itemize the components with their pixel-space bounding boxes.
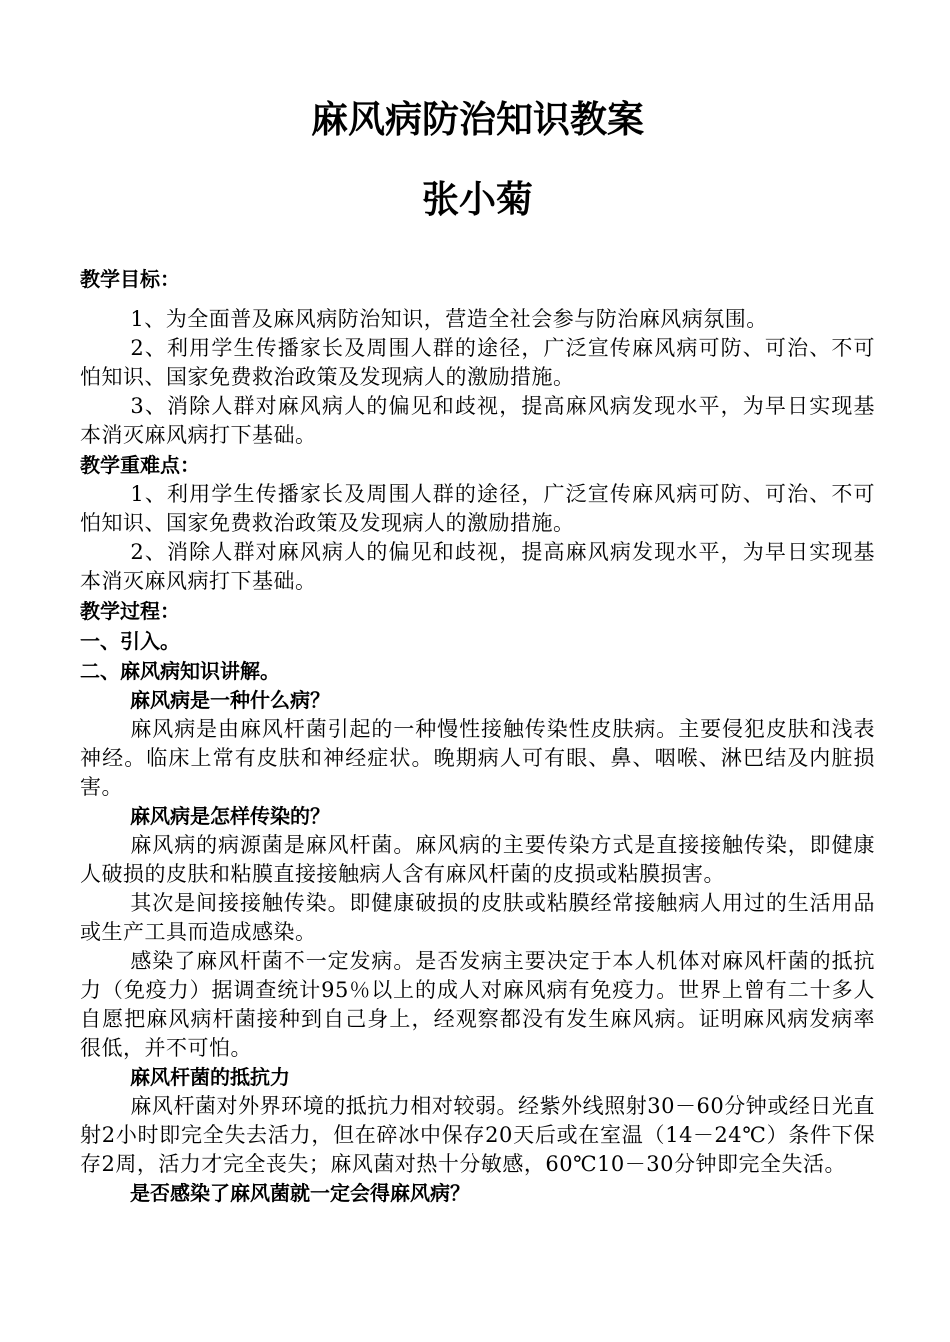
key-point-item: 2、消除人群对麻风病人的偏见和歧视，提高麻风病发现水平，为早日实现基本消灭麻风病打下基础。 <box>80 540 875 593</box>
answer-transmission-direct: 麻风病的病源菌是麻风杆菌。麻风病的主要传染方式是直接接触传染，即健康人破损的皮肤和粘膜直接接触病人含有麻风杆菌的皮损或粘膜损害。 <box>80 833 875 886</box>
question-infection-vs-disease: 是否感染了麻风菌就一定会得麻风病？ <box>130 1181 470 1205</box>
author-name: 张小菊 <box>422 178 533 221</box>
document-page <box>80 90 875 1208</box>
answer-transmission-immunity: 感染了麻风杆菌不一定发病。是否发病主要决定于本人机体对麻风杆菌的抵抗力（免疫力）据调查统计95％以上的成人对麻风病有免疫力。世界上曾有二十多人自愿把麻风病杆菌接种到自己身上，经观察都没有发生麻风病。证明麻风病发病率很低，并不可怕。 <box>80 949 875 1060</box>
question-transmission: 麻风病是怎样传染的？ <box>130 804 330 828</box>
answer-resistance: 麻风杆菌对外界环境的抵抗力相对较弱。经紫外线照射30－60分钟或经日光直射2小时即完全失去活力，但在碎冰中保存20天后或在室温（14－24℃）条件下保存2周，活力才完全丧失；麻风菌对热十分敏感，60℃10－30分钟即完全失活。 <box>80 1094 875 1176</box>
process-step-intro: 一、引入。 <box>80 629 180 653</box>
objective-item: 1、为全面普及麻风病防治知识，营造全社会参与防治麻风病氛围。 <box>130 307 768 331</box>
process-heading: 教学过程： <box>80 599 180 623</box>
answer-transmission-indirect: 其次是间接接触传染。即健康破损的皮肤或粘膜经常接触病人用过的生活用品或生产工具而造成感染。 <box>80 891 875 944</box>
document-title: 麻风病防治知识教案 <box>311 98 644 141</box>
objectives-heading: 教学目标： <box>80 267 180 291</box>
key-points-heading: 教学重难点： <box>80 453 200 477</box>
question-resistance: 麻风杆菌的抵抗力 <box>130 1065 290 1089</box>
answer-what-is-leprosy: 麻风病是由麻风杆菌引起的一种慢性接触传染性皮肤病。主要侵犯皮肤和浅表神经。临床上常有皮肤和神经症状。晚期病人可有眼、鼻、咽喉、淋巴结及内脏损害。 <box>80 717 875 799</box>
process-step-lecture: 二、麻风病知识讲解。 <box>80 659 280 683</box>
objective-item: 2、利用学生传播家长及周围人群的途径，广泛宣传麻风病可防、可治、不可怕知识、国家免费救治政策及发现病人的激励措施。 <box>80 336 875 389</box>
key-point-item: 1、利用学生传播家长及周围人群的途径，广泛宣传麻风病可防、可治、不可怕知识、国家免费救治政策及发现病人的激励措施。 <box>80 482 875 535</box>
objective-item: 3、消除人群对麻风病人的偏见和歧视，提高麻风病发现水平，为早日实现基本消灭麻风病打下基础。 <box>80 394 875 447</box>
question-what-is-leprosy: 麻风病是一种什么病？ <box>130 688 330 712</box>
